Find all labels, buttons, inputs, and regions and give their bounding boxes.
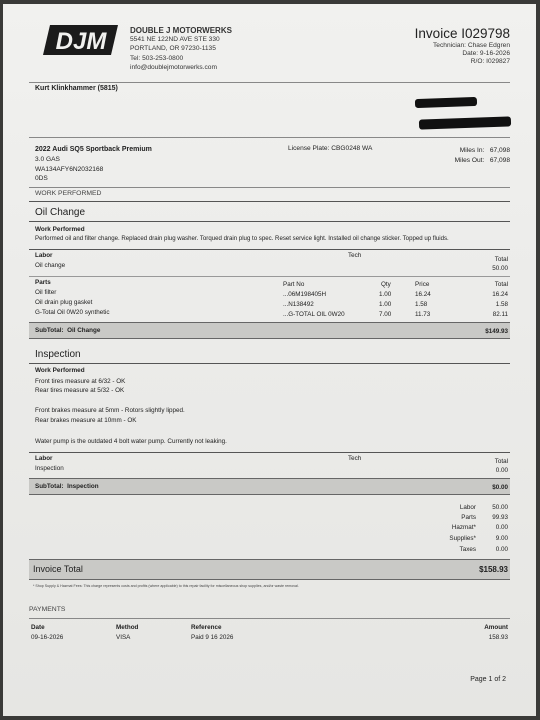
insp-subtotal-bar (29, 478, 510, 495)
oil-total-label: Total (494, 256, 508, 263)
pay-date: 09-16-2026 (31, 634, 64, 641)
invoice-date: Date: 9-16-2026 (462, 50, 510, 58)
company-name: DOUBLE J MOTORWERKS (130, 26, 232, 35)
partno-label: Part No (283, 281, 305, 288)
summary-value: 99.93 (492, 514, 508, 521)
qty-label: Qty (381, 281, 391, 288)
insp-labor-label: Labor (35, 455, 53, 462)
oil-labor-label: Labor (35, 252, 53, 259)
redaction-bar (419, 116, 511, 129)
miles-in: 67,098 (489, 147, 510, 154)
oil-subtotal-label (35, 327, 100, 334)
vehicle-engine: 3.0 GAS (35, 155, 60, 163)
vehicle-code: 0DS (35, 175, 48, 183)
part-number: ...G-TOTAL OIL 0W20 (283, 311, 345, 318)
insp-line: Water pump is the outdated 4 bolt water pump. Currently not leaking. (35, 438, 227, 445)
insp-subtotal: $0.00 (492, 484, 508, 491)
summary-label: Supplies* (449, 535, 476, 542)
redaction-bar (415, 97, 477, 108)
oil-wp-text: Performed oil and filter change. Replaced drain plug washer. Torqued drain plug to spec. Reset service light. Installed oil change sticker. Topped up fluids. (35, 235, 449, 242)
oil-labor-item: Oil change (35, 262, 66, 269)
insp-wp-label: Work Performed (35, 367, 85, 374)
vehicle-divider (29, 187, 510, 188)
insp-line: Front brakes measure at 5mm - Rotors slightly lipped. (35, 407, 185, 414)
footnote: * Shop Supply & Hazmat Fees: This charge represents costs and profits (where applicable) to this repair facility for miscellaneous shop supplies, and/or waste removal. (33, 584, 299, 588)
payments-title: PAYMENTS (29, 606, 66, 613)
pay-ref-label: Reference (191, 624, 222, 631)
summary-label: Hazmat* (451, 524, 476, 531)
page-number: Page 1 of 2 (470, 676, 506, 683)
part-price: 11.73 (415, 311, 431, 318)
part-qty: 1.00 (379, 301, 392, 308)
invoice-total-bar (29, 559, 510, 580)
summary-value: 0.00 (495, 524, 508, 531)
inspection-title: Inspection (35, 349, 81, 360)
insp-line: Front tires measure at 6/32 - OK (35, 378, 126, 385)
invoice-ro: R/O: I029827 (470, 58, 510, 66)
invoice-header (415, 26, 510, 67)
company-address2: PORTLAND, OR 97230-1135 (130, 45, 216, 53)
oil-change-title: Oil Change (35, 207, 86, 218)
summary-value: 50.00 (492, 504, 508, 511)
header-divider (29, 82, 510, 83)
mileage (455, 146, 510, 166)
parts-total-label: Total (494, 281, 508, 288)
part-qty: 7.00 (379, 311, 392, 318)
pay-date-label: Date (31, 624, 45, 631)
vehicle-info (35, 145, 152, 184)
summary-label: Labor (459, 504, 476, 511)
parts-divider (29, 276, 510, 277)
part-number: ...N138492 (283, 301, 314, 308)
logo-text: DJM (55, 28, 107, 55)
insp-labor-total: 0.00 (495, 467, 508, 474)
part-qty: 1.00 (379, 291, 392, 298)
insp-labor-item: Inspection (35, 465, 64, 472)
insp-tech-label: Tech (348, 455, 362, 462)
subtotal-label: SubTotal: (35, 327, 64, 334)
pay-method: VISA (116, 634, 131, 641)
invoice-sheet (3, 4, 536, 716)
summary-value: 0.00 (495, 546, 508, 553)
vehicle-vin: WA134AFY6N2032168 (35, 165, 104, 173)
invoice-total: $158.93 (479, 565, 508, 574)
insp-line: Rear brakes measure at 10mm - OK (35, 417, 137, 424)
license-plate: License Plate: CBG0248 WA (288, 145, 373, 152)
part-name: Oil filter (35, 289, 57, 296)
section-divider (29, 201, 510, 202)
invoice-title: Invoice I029798 (414, 26, 510, 41)
customer-divider (29, 137, 510, 138)
pay-reference: Paid 9 16 2026 (191, 634, 234, 641)
invoice-total-label: Invoice Total (33, 564, 83, 574)
part-number: ...06M198405H (283, 291, 327, 298)
summary-label: Parts (461, 514, 476, 521)
price-label: Price (415, 281, 430, 288)
company-info (130, 26, 232, 72)
pay-amount-label: Amount (484, 624, 508, 631)
miles-out-label: Miles Out: (454, 156, 485, 164)
payments-divider (29, 618, 510, 619)
vehicle-title: 2022 Audi SQ5 Sportback Premium (35, 146, 152, 153)
insp-subtotal-label (35, 483, 99, 490)
company-email: info@doublejmotorwerks.com (130, 63, 217, 71)
work-performed-label: WORK PERFORMED (35, 190, 102, 197)
insp-line: Rear tires measure at 5/32 - OK (35, 387, 125, 394)
summary-value: 9.00 (495, 535, 508, 542)
labor-divider (29, 249, 510, 250)
part-total: 16.24 (492, 291, 508, 298)
customer-name: Kurt Klinkhammer (5815) (35, 85, 118, 92)
section-divider (29, 221, 510, 222)
company-tel: Tel: 503-253-0800 (130, 54, 184, 62)
company-logo (42, 24, 119, 56)
section-divider (29, 363, 510, 364)
oil-labor-total: 50.00 (492, 265, 508, 272)
miles-out: 67,098 (489, 156, 510, 164)
miles-in-label: Miles In: (459, 147, 485, 154)
subtotal-name: Oil Change (67, 327, 101, 334)
part-name: G-Total Oil 0W20 synthetic (35, 309, 110, 316)
parts-label: Parts (35, 279, 51, 286)
pay-method-label: Method (116, 624, 139, 631)
oil-subtotal-bar (29, 322, 510, 339)
insp-total-label: Total (494, 458, 508, 465)
part-total: 1.58 (495, 301, 508, 308)
oil-subtotal: $149.93 (485, 328, 508, 335)
pay-amount: 158.93 (488, 634, 508, 641)
part-total: 82.11 (492, 311, 508, 318)
invoice-technician: Technician: Chase Edgren (433, 42, 510, 49)
labor-divider (29, 452, 510, 453)
summary-label: Taxes (459, 546, 476, 553)
subtotal-label: SubTotal: (35, 483, 64, 490)
subtotal-name: Inspection (67, 483, 99, 490)
part-name: Oil drain plug gasket (35, 299, 93, 306)
part-price: 16.24 (415, 291, 431, 298)
oil-wp-label: Work Performed (35, 226, 85, 233)
part-price: 1.58 (415, 301, 428, 308)
oil-tech-label: Tech (348, 252, 362, 259)
company-address1: 5541 NE 122ND AVE STE 330 (130, 36, 220, 44)
